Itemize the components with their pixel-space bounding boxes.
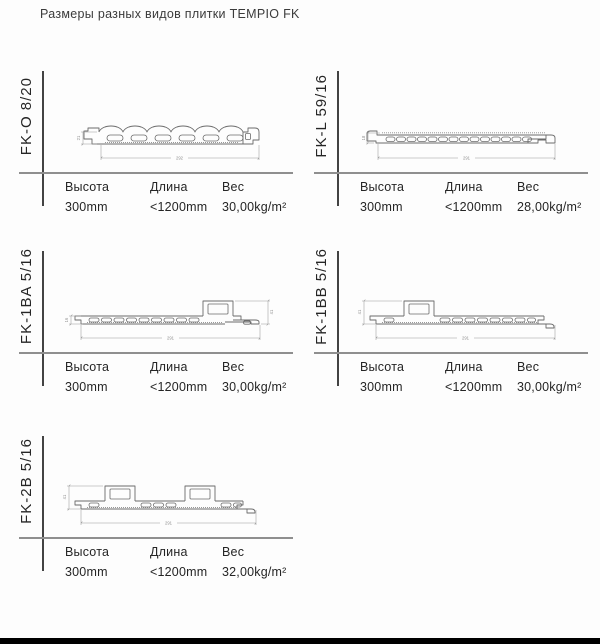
profile-drawing-fk-1ba: [57, 294, 282, 349]
value-weight: 30,00kg/m²: [222, 200, 287, 214]
value-weight: 30,00kg/m²: [517, 380, 582, 394]
col-header-weight: Вес: [222, 180, 245, 194]
col-header-weight: Вес: [517, 180, 540, 194]
value-length: <1200mm: [445, 380, 503, 394]
col-header-length: Длина: [445, 360, 483, 374]
left-dimension-label: 21: [76, 135, 81, 141]
value-length: <1200mm: [150, 565, 208, 579]
value-length: <1200mm: [150, 200, 208, 214]
col-header-height: Высота: [360, 180, 405, 194]
panel-label: FK-O 8/20: [18, 76, 35, 156]
panel-label: FK-1BA 5/16: [18, 247, 35, 345]
panel-fk-1bb-5-16: [307, 240, 590, 402]
profile-drawing-fk-o: [57, 114, 282, 169]
right-dimension-label: 41: [269, 309, 274, 315]
value-height: 300mm: [360, 200, 403, 214]
panel-vertical-rule: [337, 251, 339, 386]
col-header-height: Высота: [65, 545, 110, 559]
bottom-dimension-label: 291: [462, 335, 469, 341]
col-header-weight: Вес: [222, 545, 245, 559]
profile-drawing-fk-2b: [57, 479, 282, 534]
panel-fk-1ba-5-16: [12, 240, 295, 402]
bottom-dimension-label: 291: [167, 335, 174, 341]
col-header-weight: Вес: [222, 360, 245, 374]
bottom-dimension-label: 292: [176, 155, 183, 161]
left-dimension-label: 41: [357, 309, 362, 315]
panel-label: FK-L 59/16: [313, 74, 330, 158]
bottom-dimension-label: 291: [165, 520, 172, 526]
profile-drawing-fk-1bb: [352, 294, 577, 349]
value-weight: 28,00kg/m²: [517, 200, 582, 214]
left-dimension-label: 41: [62, 494, 67, 500]
panel-label: FK-1BB 5/16: [313, 247, 330, 345]
value-height: 300mm: [65, 380, 108, 394]
col-header-height: Высота: [65, 360, 110, 374]
panel-vertical-rule: [42, 251, 44, 386]
value-height: 300mm: [65, 200, 108, 214]
left-dimension-label: 16: [64, 317, 69, 323]
left-dimension-label: 18: [361, 135, 366, 141]
col-header-length: Длина: [150, 360, 188, 374]
panel-fk-l-59-16: [307, 60, 590, 222]
panel-label: FK-2B 5/16: [18, 438, 35, 524]
bottom-black-bar: [0, 638, 600, 644]
col-header-length: Длина: [150, 180, 188, 194]
panel-fk-o-8-20: [12, 60, 295, 222]
value-height: 300mm: [360, 380, 403, 394]
panel-vertical-rule: [42, 71, 44, 206]
col-header-length: Длина: [150, 545, 188, 559]
value-weight: 32,00kg/m²: [222, 565, 287, 579]
col-header-height: Высота: [65, 180, 110, 194]
value-length: <1200mm: [445, 200, 503, 214]
value-length: <1200mm: [150, 380, 208, 394]
col-header-height: Высота: [360, 360, 405, 374]
panel-divider: [19, 172, 293, 174]
panel-divider: [314, 352, 588, 354]
panel-divider: [314, 172, 588, 174]
panel-divider: [19, 352, 293, 354]
panel-vertical-rule: [337, 71, 339, 206]
value-weight: 30,00kg/m²: [222, 380, 287, 394]
panel-fk-2b-5-16: [12, 425, 295, 587]
bottom-dimension-label: 291: [463, 155, 470, 161]
page-title: Размеры разных видов плитки TEMPIO FK: [40, 7, 300, 21]
panel-divider: [19, 537, 293, 539]
col-header-length: Длина: [445, 180, 483, 194]
value-height: 300mm: [65, 565, 108, 579]
panel-vertical-rule: [42, 436, 44, 571]
profile-drawing-fk-l: [352, 114, 577, 169]
col-header-weight: Вес: [517, 360, 540, 374]
